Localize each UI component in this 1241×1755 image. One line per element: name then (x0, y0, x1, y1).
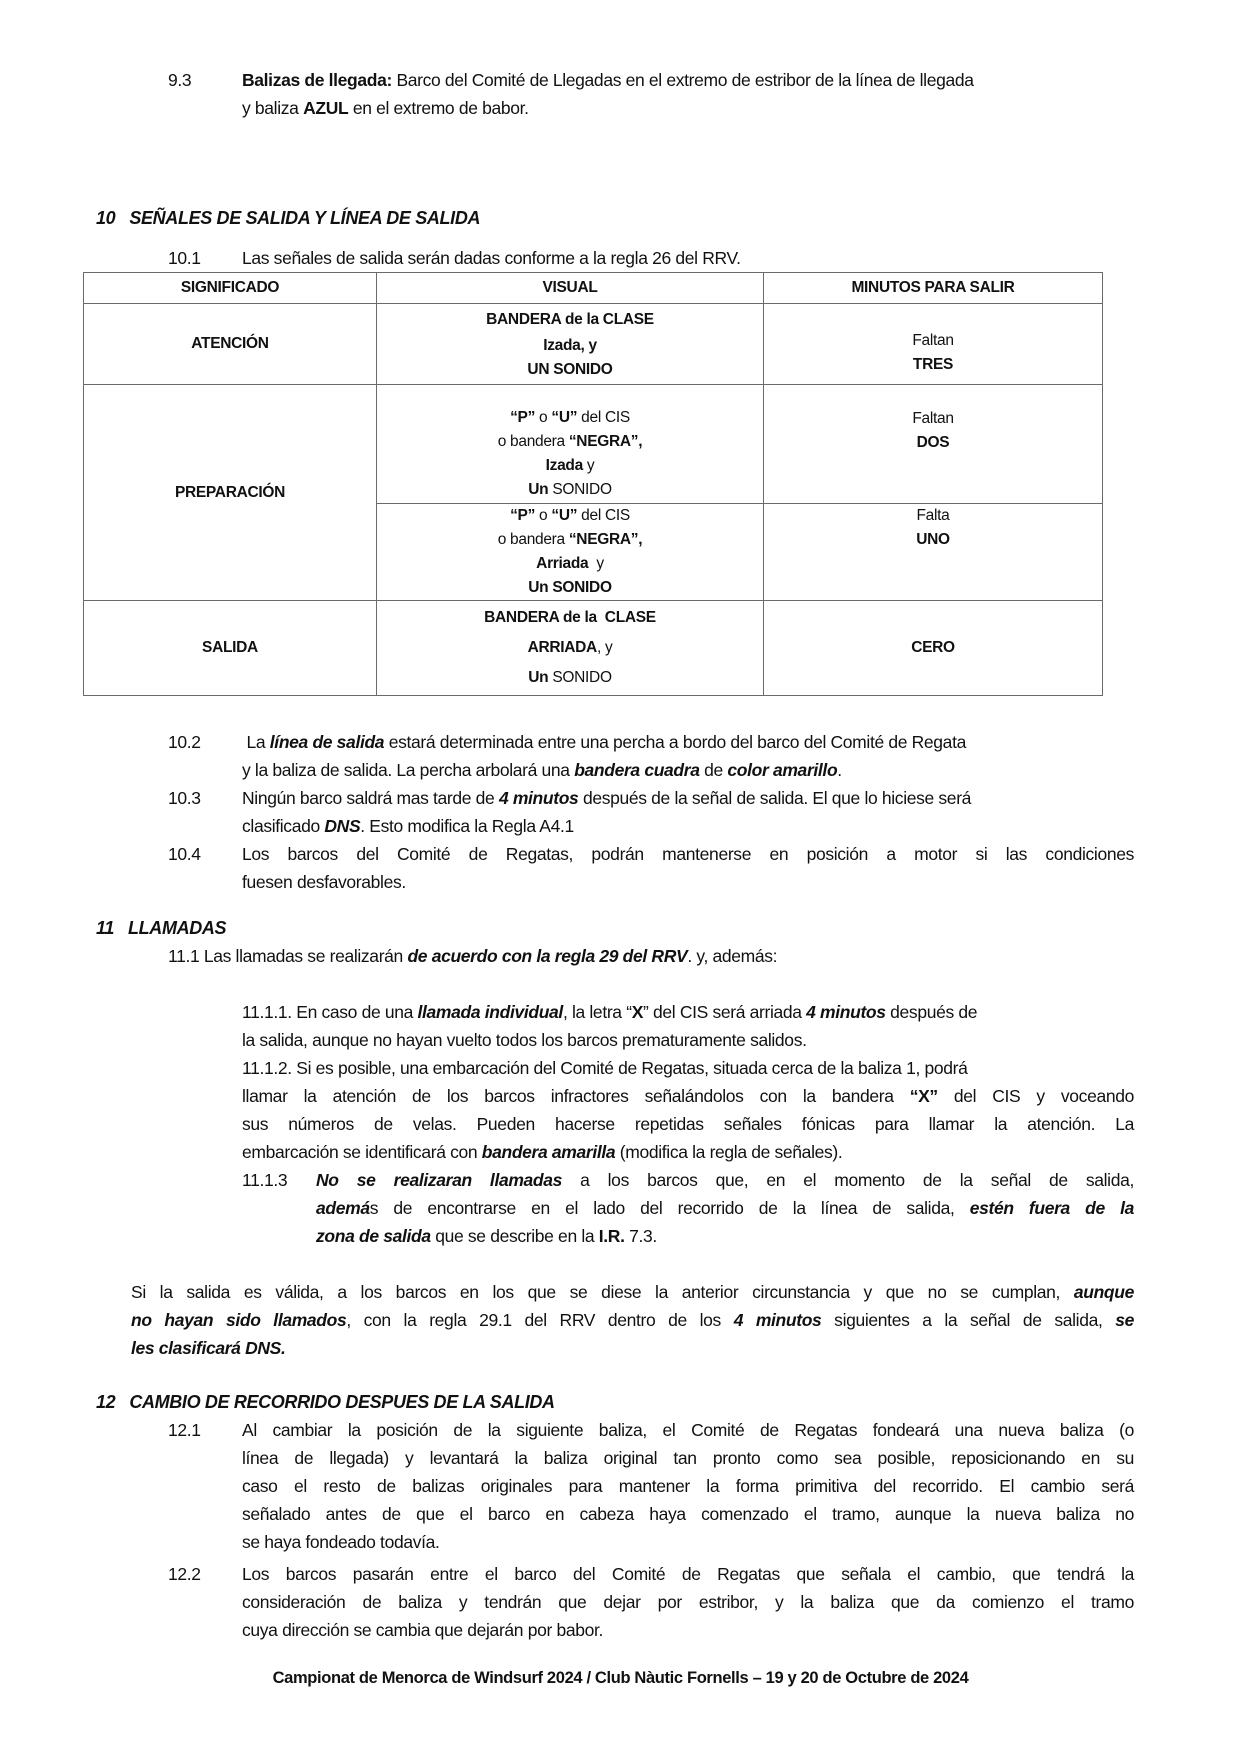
emphasis: 4 minutos (733, 1310, 822, 1330)
text: SONIDO (548, 481, 612, 498)
visual-line (377, 454, 763, 478)
minutes-value: TRES (912, 356, 954, 373)
clause-text-line: fuesen desfavorables. (242, 872, 406, 892)
clause-text-line (242, 784, 971, 812)
visual-line: BANDERA de la CLASE (486, 311, 654, 328)
bold-term: X (631, 1002, 644, 1022)
clause-number: 11.1.3 (242, 1170, 288, 1190)
text: Si la salida es válida, a los barcos en los que se diese la anterior circunstancia y que no se cumplan, (131, 1282, 1074, 1302)
emphasis: no hayan sido llamados (131, 1310, 347, 1330)
text: Barco del Comité de Llegadas en el extremo de estribor de la línea de llegada (391, 70, 974, 90)
clause-text-line (242, 756, 842, 784)
clause-number: 10.1 (168, 248, 201, 268)
heading-number: 12 (96, 1392, 116, 1412)
clause-text-line: Las señales de salida serán dadas conforme a la regla 26 del RRV. (242, 248, 741, 268)
text: Ningún barco saldrá mas tarde de (242, 788, 499, 808)
clause-text-line (316, 1166, 1134, 1194)
minutes-line: Faltan (912, 410, 954, 427)
emphasis: estén fuera de la (969, 1198, 1134, 1218)
minutes-cell (764, 304, 1103, 385)
bold-term: I.R. (598, 1226, 625, 1246)
note-text-line: les clasificará DNS. (131, 1338, 286, 1358)
column-header: SIGNIFICADO (84, 273, 377, 304)
text: , la letra “ (562, 1002, 632, 1022)
visual-line (377, 504, 763, 528)
minutes-line: Falta (916, 507, 950, 524)
visual-line (377, 478, 763, 502)
clause-text-line: cuya dirección se cambia que dejarán por babor. (242, 1620, 604, 1640)
bold-term: “U” (551, 507, 578, 524)
bold-term: “U” (551, 409, 578, 426)
heading-text: CAMBIO DE RECORRIDO DESPUES DE LA SALIDA (129, 1392, 555, 1412)
visual-line (377, 430, 763, 454)
clause-text-line: 11.1.2. Si es posible, una embarcación del Comité de Regatas, situada cerca de la baliza 1, podrá (242, 1058, 968, 1078)
emphasis: No se realizaran llamadas (316, 1170, 563, 1190)
text: o bandera (497, 433, 569, 450)
bold-term: “NEGRA”, (568, 531, 643, 548)
section-heading-12 (96, 1388, 555, 1416)
text: y (582, 457, 595, 474)
text: La (242, 732, 270, 752)
clause-text-line: se haya fondeado todavía. (242, 1532, 440, 1552)
clause-text-line (242, 94, 529, 122)
clause-text-line: consideración de baliza y tendrán que dejar por estribor, y la baliza que da comienzo el tramo (242, 1592, 1134, 1612)
text: 7.3. (624, 1226, 657, 1246)
emphasis: llamada individual (417, 1002, 563, 1022)
emphasis: se (1115, 1310, 1134, 1330)
text: del CIS (577, 409, 630, 426)
minutes-value: DOS (916, 434, 950, 451)
heading-number: 11 (96, 918, 114, 938)
clause-number: 10.2 (168, 732, 201, 752)
minutes-cell (764, 385, 1103, 504)
text: en el extremo de babor. (348, 98, 529, 118)
bold-term: Un (528, 669, 549, 686)
emphasis: línea de salida (269, 732, 385, 752)
bold-term: Arriada (536, 555, 589, 572)
text: . (837, 760, 842, 780)
minutes-value: CERO (764, 601, 1103, 696)
text: . y, además: (687, 946, 778, 966)
text: 11.1 Las llamadas se realizarán (168, 946, 408, 966)
bold-term: “NEGRA”, (568, 433, 643, 450)
emphasis: bandera amarilla (481, 1142, 616, 1162)
clause-text-line (242, 66, 974, 94)
text: después de (885, 1002, 978, 1022)
text: y baliza (242, 98, 304, 118)
visual-line: UN SONIDO (527, 361, 613, 378)
text: ” del CIS será arriada (643, 1002, 807, 1022)
visual-cell (377, 385, 764, 504)
clause-text-line (242, 998, 977, 1026)
emphasis: ademá (316, 1198, 370, 1218)
table-row (84, 601, 1103, 696)
clause-number: 9.3 (168, 70, 192, 90)
clause-text-line: la salida, aunque no hayan vuelto todos los barcos prematuramente salidos. (242, 1030, 807, 1050)
heading-text: SEÑALES DE SALIDA Y LÍNEA DE SALIDA (129, 208, 481, 228)
text: llamar la atención de los barcos infractores señalándolos con la bandera (242, 1086, 910, 1106)
clause-text-line (168, 942, 777, 970)
emphasis: zona de salida (316, 1226, 431, 1246)
minutes-line: Faltan (912, 332, 954, 349)
clause-text-line (242, 728, 966, 756)
heading-text: LLAMADAS (128, 918, 227, 938)
text: o bandera (497, 531, 569, 548)
bold-term: Balizas de llegada: (242, 70, 392, 90)
visual-line (377, 552, 763, 576)
clause-text-line (316, 1222, 657, 1250)
text: SONIDO (548, 669, 612, 686)
text: de (699, 760, 728, 780)
bold-term: Un SONIDO (528, 579, 612, 596)
text: estará determinada entre una percha a bordo del barco del Comité de Regata (384, 732, 966, 752)
clause-text-line (242, 1138, 842, 1166)
column-header: MINUTOS PARA SALIR (764, 273, 1103, 304)
table-row (84, 385, 1103, 504)
visual-cell (377, 304, 764, 385)
visual-line (377, 576, 763, 600)
emphasis: 4 minutos (498, 788, 579, 808)
visual-cell (377, 504, 764, 601)
clause-text-line (242, 812, 574, 840)
visual-cell (377, 601, 764, 696)
section-heading-10 (96, 204, 480, 232)
visual-line: Izada, y (543, 337, 597, 354)
text: y (588, 555, 604, 572)
clause-text-line: Los barcos del Comité de Regatas, podrán mantenerse en posición a motor si las condiciones (242, 844, 1134, 864)
text: (modifica la regla de señales). (615, 1142, 843, 1162)
clause-text-line: línea de llegada) y levantará la baliza original tan pronto como sea posible, reposicionando en su (242, 1448, 1134, 1468)
visual-line: BANDERA de la CLASE (484, 609, 656, 626)
text: embarcación se identificará con (242, 1142, 482, 1162)
text: , y (596, 639, 613, 656)
text: después de la señal de salida. El que lo hiciese será (578, 788, 972, 808)
note-text-line (131, 1306, 1134, 1334)
emphasis: bandera cuadra (574, 760, 700, 780)
bold-term: Un (528, 481, 549, 498)
visual-line (377, 406, 763, 430)
emphasis: color amarillo (727, 760, 838, 780)
text: que se describe en la (430, 1226, 599, 1246)
note-text-line (131, 1278, 1134, 1306)
clause-text-line: sus números de velas. Pueden hacerse repetidas señales fónicas para llamar la atención. La (242, 1114, 1134, 1134)
text: del CIS y voceando (937, 1086, 1134, 1106)
text: siguientes a la señal de salida, (821, 1310, 1116, 1330)
visual-line (377, 528, 763, 552)
bold-term: “P” (510, 409, 536, 426)
clause-text-line: señalado antes de que el barco en cabeza haya comenzado el tramo, aunque la nueva baliza no (242, 1504, 1134, 1524)
text: del CIS (577, 507, 630, 524)
clause-text-line: Los barcos pasarán entre el barco del Comité de Regatas que señala el cambio, que tendrá la (242, 1564, 1134, 1584)
bold-term: “X” (909, 1086, 938, 1106)
text: y la baliza de salida. La percha arbolará una (242, 760, 575, 780)
bold-term: AZUL (303, 98, 349, 118)
clause-text-line (242, 1082, 1134, 1110)
minutes-cell (764, 504, 1103, 601)
bold-term: “P” (510, 507, 536, 524)
text: 11.1.1. En caso de una (242, 1002, 418, 1022)
table-header-row (84, 273, 1103, 304)
text: clasificado (242, 816, 325, 836)
clause-number: 12.1 (168, 1420, 201, 1440)
bold-term: ARRIADA (527, 639, 597, 656)
clause-text-line: Al cambiar la posición de la siguiente baliza, el Comité de Regatas fondeará una nueva baliza (o (242, 1420, 1134, 1440)
text: . Esto modifica la Regla A4.1 (360, 816, 574, 836)
start-signals-table (83, 272, 1103, 696)
clause-text-line (316, 1194, 1134, 1222)
clause-text-line: caso el resto de balizas originales para mantener la forma primitiva del recorrido. El cambio será (242, 1476, 1134, 1496)
text: o (535, 409, 552, 426)
meaning-cell: SALIDA (84, 601, 377, 696)
page-footer: Campionat de Menorca de Windsurf 2024 / Club Nàutic Fornells – 19 y 20 de Octubre de 2024 (272, 1669, 969, 1687)
meaning-cell: PREPARACIÓN (84, 385, 377, 601)
bold-term: Izada (545, 457, 583, 474)
text: , con la regla 29.1 del RRV dentro de los (346, 1310, 734, 1330)
emphasis: de acuerdo con la regla 29 del RRV (407, 946, 688, 966)
clause-number: 10.3 (168, 788, 201, 808)
text: s de encontrarse en el lado del recorrido de la línea de salida, (369, 1198, 970, 1218)
text: o (535, 507, 552, 524)
emphasis: DNS (324, 816, 361, 836)
column-header: VISUAL (377, 273, 764, 304)
minutes-value: UNO (916, 531, 950, 548)
visual-line (377, 633, 763, 663)
table-row (84, 304, 1103, 385)
heading-number: 10 (96, 208, 116, 228)
clause-number: 12.2 (168, 1564, 201, 1584)
section-heading-11 (96, 914, 226, 942)
meaning-cell: ATENCIÓN (84, 304, 377, 385)
emphasis: aunque (1073, 1282, 1134, 1302)
clause-number: 10.4 (168, 844, 201, 864)
visual-line (377, 663, 763, 693)
emphasis: 4 minutos (806, 1002, 886, 1022)
text: a los barcos que, en el momento de la señal de salida, (562, 1170, 1135, 1190)
